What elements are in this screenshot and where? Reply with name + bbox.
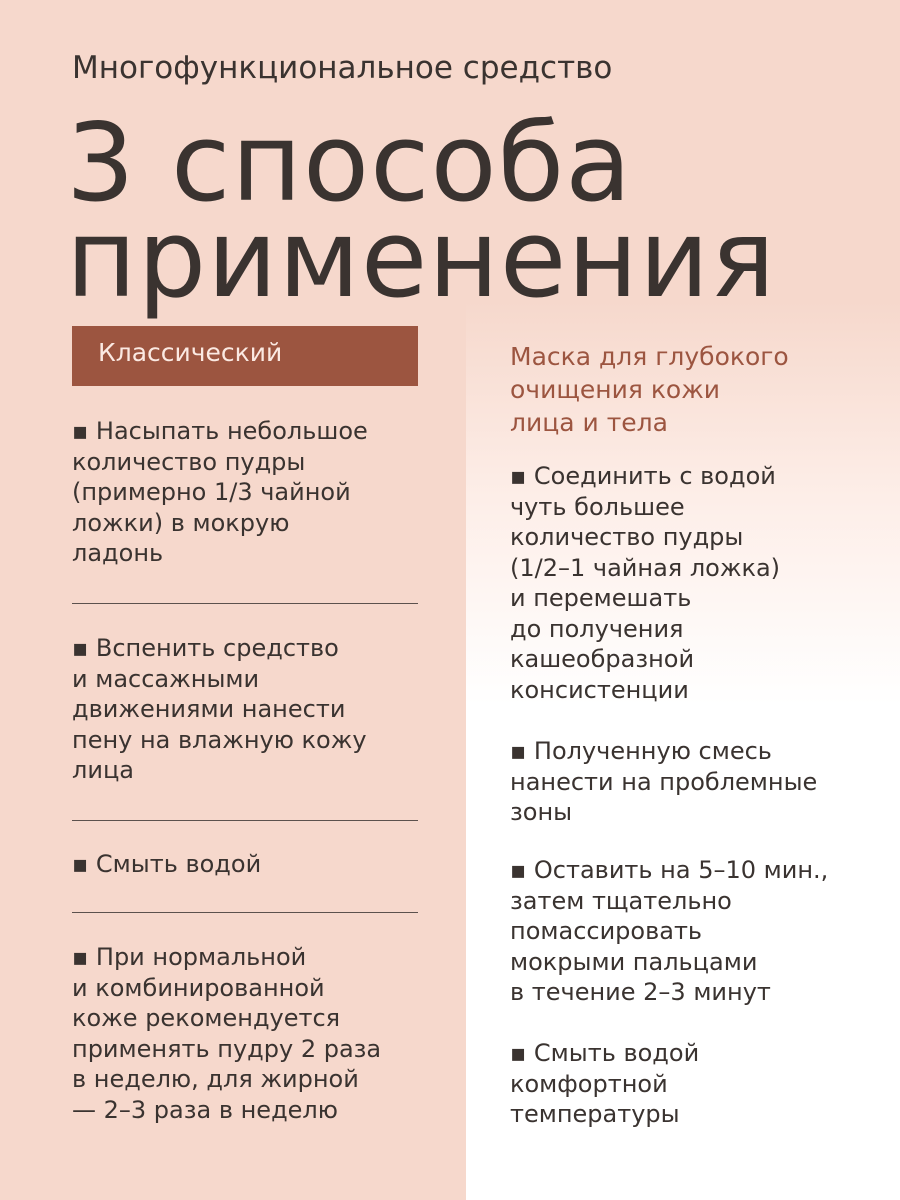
divider xyxy=(72,912,418,913)
page-subtitle: Многофункциональное средство xyxy=(72,50,613,86)
mask-step-4: ▪ Смыть водой комфортной температуры xyxy=(510,1039,700,1128)
classic-step-2: ▪ Вспенить средство и массажными движениями нанести пену на влажную кожу лица xyxy=(72,634,367,784)
divider xyxy=(72,603,418,604)
classic-step-3: ▪ Смыть водой xyxy=(72,850,262,878)
classic-step-4: ▪ При нормальной и комбинированной коже рекомендуется применять пудру 2 раза в неделю, для жирной — 2–3 раза в неделю xyxy=(72,943,382,1124)
classic-step-1: ▪ Насыпать небольшое количество пудры (примерно 1/3 чайной ложки) в мокрую ладонь xyxy=(72,417,368,567)
method-badge-label: Классический xyxy=(98,338,283,367)
method-badge-classic xyxy=(72,326,418,386)
page-title-line-1: 3 способа xyxy=(66,101,633,226)
mask-step-1: ▪ Соединить с водой чуть большее количество пудры (1/2–1 чайная ложка) и перемешать до получения кашеобразной консистенции xyxy=(510,462,781,704)
mask-step-3: ▪ Оставить на 5–10 мин., затем тщательно помассировать мокрыми пальцами в течение 2–3 минут xyxy=(510,856,829,1006)
page-title-line-2: применения xyxy=(66,197,777,322)
mask-step-2: ▪ Полученную смесь нанести на проблемные зоны xyxy=(510,737,818,826)
divider xyxy=(72,820,418,821)
method-title-mask: Маска для глубокого очищения кожи лица и тела xyxy=(510,342,789,437)
